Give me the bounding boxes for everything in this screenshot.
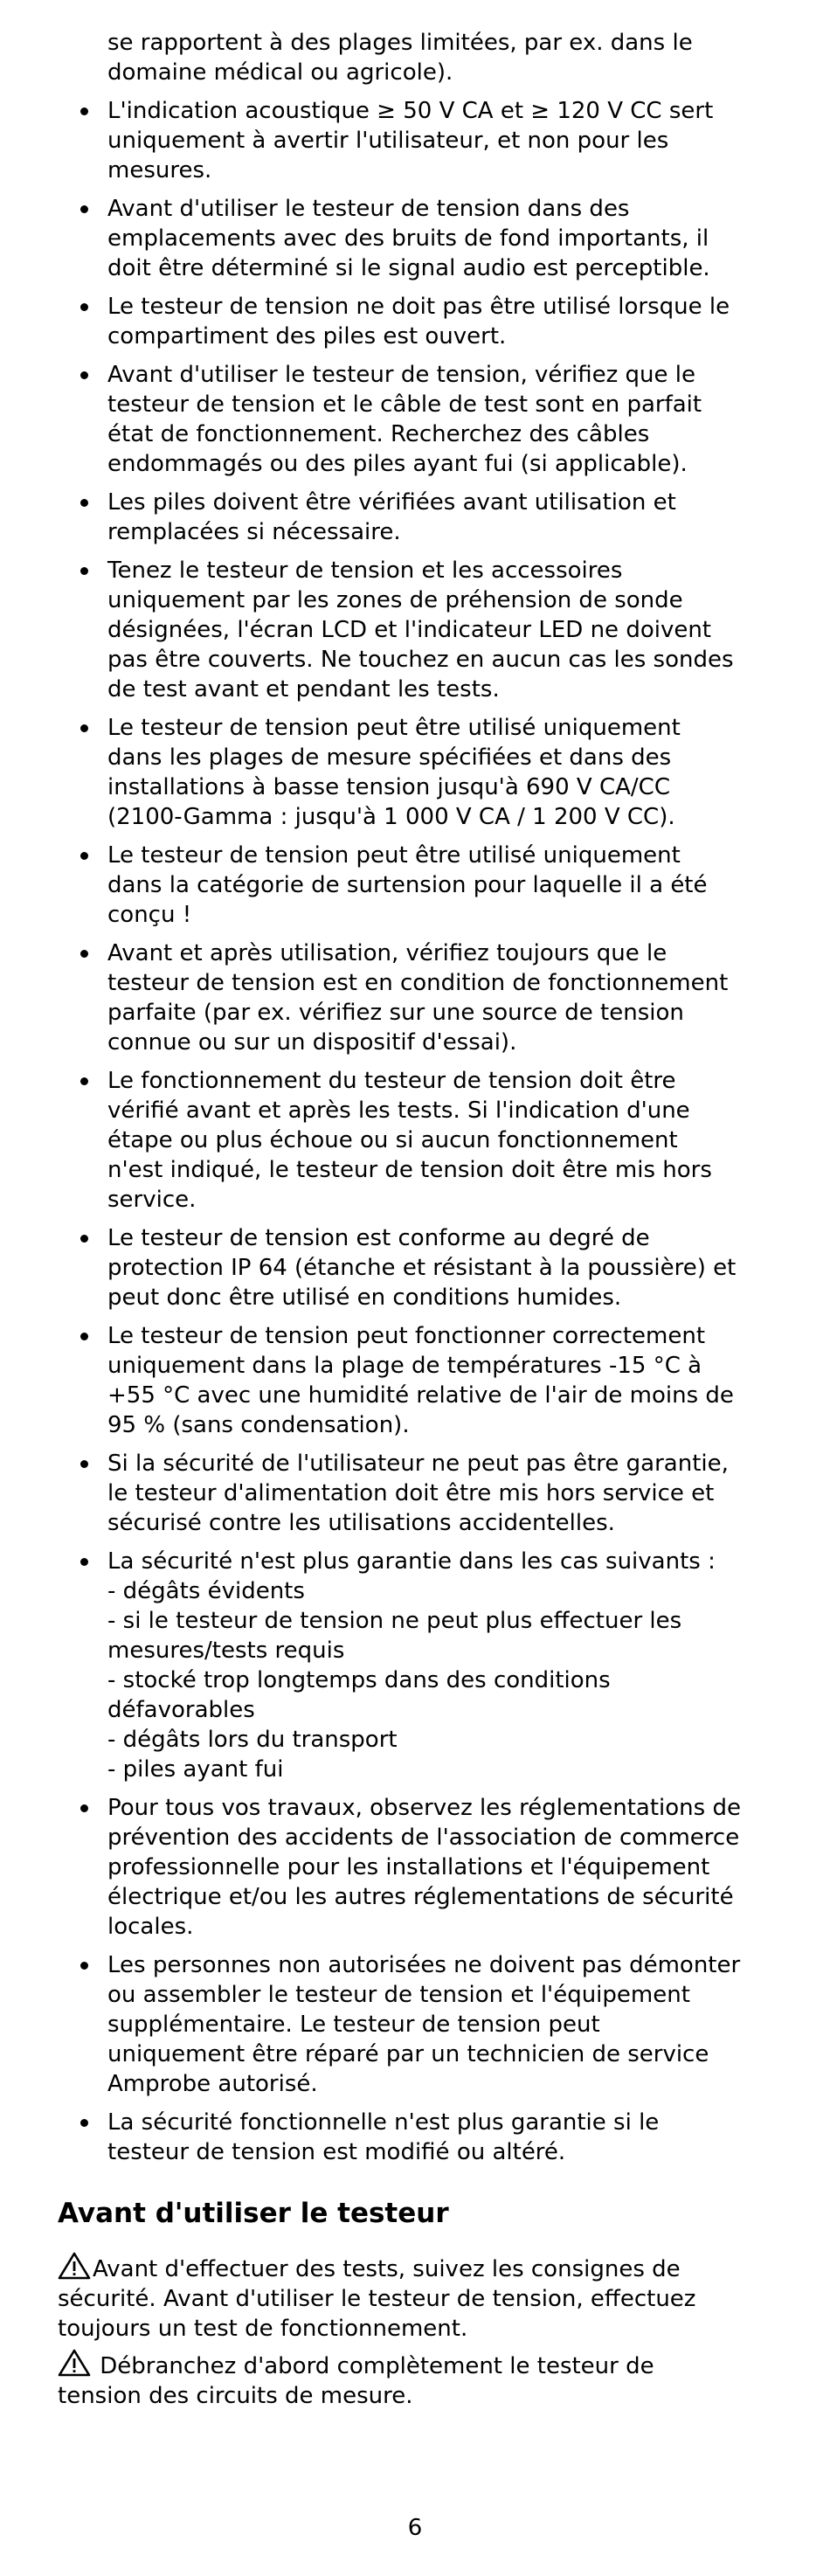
bullet-line: remplacées si nécessaire. xyxy=(107,519,401,545)
bullet-line: vérifié avant et après les tests. Si l'indication d'une xyxy=(107,1098,690,1124)
bullet-line: ou assembler le testeur de tension et l'équipement xyxy=(107,1982,690,2008)
safety-bullet-list xyxy=(0,96,830,2176)
bullet-line: pas être couverts. Ne touchez en aucun cas les sondes xyxy=(107,647,734,673)
bullet-line: Le testeur de tension peut être utilisé uniquement xyxy=(107,842,681,869)
paragraph-disconnect xyxy=(58,2349,774,2411)
safety-bullet-item xyxy=(0,96,830,185)
bullet-line: Le testeur de tension est conforme au degré de xyxy=(107,1225,650,1251)
bullet-line: Les personnes non autorisées ne doivent pas démonter xyxy=(107,1952,741,1978)
bullet-line: endommagés ou des piles ayant fui (si applicable). xyxy=(107,451,688,477)
bullet-dot-icon xyxy=(80,724,88,732)
bullet-line: Pour tous vos travaux, observez les réglementations de xyxy=(107,1795,741,1821)
bullet-dot-icon xyxy=(80,1962,88,1970)
bullet-line: professionnelle pour les installations et l'équipement xyxy=(107,1854,710,1880)
bullet-line: uniquement dans la plage de températures -15 °C à xyxy=(107,1353,702,1379)
bullet-line: désignées, l'écran LCD et l'indicateur LED ne doivent xyxy=(107,617,712,643)
bullet-line: dans les plages de mesure spécifiées et dans des xyxy=(107,744,672,771)
bullet-line: sécurisé contre les utilisations accidentelles. xyxy=(107,1510,615,1536)
safety-bullet-item xyxy=(0,488,830,547)
bullet-line: étape ou plus échoue ou si aucun fonctionnement xyxy=(107,1127,678,1153)
bullet-line: uniquement être réparé par un technicien de service xyxy=(107,2041,709,2067)
bullet-line: connue ou sur un dispositif d'essai). xyxy=(107,1029,517,1056)
bullet-line: conçu ! xyxy=(107,902,192,928)
bullet-dot-icon xyxy=(80,1235,88,1243)
safety-bullet-item xyxy=(0,1066,830,1215)
paragraph-tests xyxy=(58,2252,774,2344)
safety-bullet-item xyxy=(0,1223,830,1312)
bullet-dot-icon xyxy=(80,303,88,311)
bullet-dot-icon xyxy=(80,205,88,213)
bullet-line: - si le testeur de tension ne peut plus effectuer les xyxy=(107,1608,682,1634)
bullet-line: Le fonctionnement du testeur de tension doit être xyxy=(107,1068,676,1094)
bullet-line: 95 % (sans condensation). xyxy=(107,1412,410,1438)
bullet-line: testeur de tension et le câble de test sont en parfait xyxy=(107,391,702,418)
bullet-line: le testeur d'alimentation doit être mis hors service et xyxy=(107,1480,715,1506)
bullet-line: - piles ayant fui xyxy=(107,1756,284,1783)
paragraph-line: Avant d'effectuer des tests, suivez les consignes de xyxy=(93,2256,681,2282)
bullet-dot-icon xyxy=(80,1077,88,1085)
bullet-line: état de fonctionnement. Recherchez des câbles xyxy=(107,421,650,447)
safety-bullet-item xyxy=(0,360,830,479)
bullet-line: +55 °C avec une humidité relative de l'air de moins de xyxy=(107,1382,734,1409)
bullet-line: Les piles doivent être vérifiées avant utilisation et xyxy=(107,489,676,516)
bullet-line: mesures/tests requis xyxy=(107,1638,345,1664)
bullet-line: (2100-Gamma : jusqu'à 1 000 V CA / 1 200 V CC). xyxy=(107,804,675,830)
safety-bullet-item xyxy=(0,1547,830,1784)
safety-bullet-item xyxy=(0,1793,830,1942)
bullet-line: installations à basse tension jusqu'à 690 V CA/CC xyxy=(107,774,670,800)
bullet-line: Amprobe autorisé. xyxy=(107,2071,318,2097)
paragraph-line: Débranchez d'abord complètement le testeur de xyxy=(93,2353,654,2379)
safety-bullet-item xyxy=(0,1449,830,1538)
bullet-line: prévention des accidents de l'association de commerce xyxy=(107,1825,740,1851)
safety-bullet-item xyxy=(0,1950,830,2099)
bullet-line: - dégâts évidents xyxy=(107,1578,305,1604)
section-heading: Avant d'utiliser le testeur xyxy=(58,2198,449,2229)
bullet-line: Le testeur de tension ne doit pas être utilisé lorsque le xyxy=(107,294,730,320)
bullet-line: Avant et après utilisation, vérifiez toujours que le xyxy=(107,940,667,966)
safety-bullet-item xyxy=(0,1321,830,1440)
bullet-line: La sécurité fonctionnelle n'est plus garantie si le xyxy=(107,2109,660,2136)
intro-line: se rapportent à des plages limitées, par ex. dans le xyxy=(107,30,693,56)
safety-bullet-item xyxy=(0,2108,830,2167)
bullet-line: testeur de tension est modifié ou altéré. xyxy=(107,2139,566,2165)
bullet-line: protection IP 64 (étanche et résistant à la poussière) et xyxy=(107,1255,737,1281)
bullet-dot-icon xyxy=(80,499,88,507)
page-number: 6 xyxy=(407,2515,423,2541)
safety-bullet-item xyxy=(0,194,830,283)
bullet-dot-icon xyxy=(80,2119,88,2127)
bullet-line: n'est indiqué, le testeur de tension doit être mis hors xyxy=(107,1157,712,1183)
bullet-line: compartiment des piles est ouvert. xyxy=(107,323,507,350)
bullet-dot-icon xyxy=(80,107,88,115)
bullet-line: défavorables xyxy=(107,1697,255,1723)
bullet-line: de test avant et pendant les tests. xyxy=(107,676,500,703)
bullet-dot-icon xyxy=(80,1333,88,1340)
bullet-line: peut donc être utilisé en conditions humides. xyxy=(107,1285,622,1311)
bullet-line: - dégâts lors du transport xyxy=(107,1727,398,1753)
bullet-line: dans la catégorie de surtension pour laquelle il a été xyxy=(107,872,708,898)
bullet-line: mesures. xyxy=(107,157,212,184)
bullet-line: électrique et/ou les autres réglementations de sécurité xyxy=(107,1884,734,1910)
safety-bullet-item xyxy=(0,292,830,351)
paragraph-line: sécurité. Avant d'utiliser le testeur de tension, effectuez xyxy=(58,2286,696,2312)
safety-bullet-item xyxy=(0,713,830,832)
bullet-line: uniquement par les zones de préhension de sonde xyxy=(107,587,683,613)
bullet-line: Avant d'utiliser le testeur de tension dans des xyxy=(107,196,630,222)
bullet-line: Le testeur de tension peut être utilisé uniquement xyxy=(107,715,681,741)
bullet-line: locales. xyxy=(107,1914,194,1940)
bullet-line: parfaite (par ex. vérifiez sur une source de tension xyxy=(107,1000,684,1026)
bullet-dot-icon xyxy=(80,950,88,958)
bullet-dot-icon xyxy=(80,567,88,575)
bullet-line: uniquement à avertir l'utilisateur, et non pour les xyxy=(107,128,669,154)
intro-line: domaine médical ou agricole). xyxy=(107,59,453,86)
bullet-line: emplacements avec des bruits de fond importants, il xyxy=(107,225,709,252)
paragraph-line: toujours un test de fonctionnement. xyxy=(58,2316,468,2342)
bullet-line: Tenez le testeur de tension et les accessoires xyxy=(107,557,623,584)
bullet-dot-icon xyxy=(80,371,88,379)
warning-triangle-icon xyxy=(58,2252,91,2280)
bullet-line: Avant d'utiliser le testeur de tension, vérifiez que le xyxy=(107,362,696,388)
bullet-dot-icon xyxy=(80,1460,88,1468)
bullet-dot-icon xyxy=(80,1804,88,1812)
safety-bullet-item xyxy=(0,841,830,930)
bullet-dot-icon xyxy=(80,1558,88,1566)
bullet-line: La sécurité n'est plus garantie dans les cas suivants : xyxy=(107,1548,716,1575)
intro-continuation xyxy=(107,28,771,87)
bullet-line: service. xyxy=(107,1187,197,1213)
paragraph-line: tension des circuits de mesure. xyxy=(58,2383,413,2409)
bullet-line: Si la sécurité de l'utilisateur ne peut pas être garantie, xyxy=(107,1451,729,1477)
bullet-line: doit être déterminé si le signal audio est perceptible. xyxy=(107,255,710,281)
safety-bullet-item xyxy=(0,938,830,1057)
bullet-line: supplémentaire. Le testeur de tension peut xyxy=(107,2012,600,2038)
bullet-dot-icon xyxy=(80,852,88,860)
bullet-line: - stocké trop longtemps dans des conditions xyxy=(107,1667,611,1693)
bullet-line: testeur de tension est en condition de fonctionnement xyxy=(107,970,729,996)
bullet-line: L'indication acoustique ≥ 50 V CA et ≥ 120 V CC sert xyxy=(107,98,714,124)
safety-bullet-item xyxy=(0,556,830,704)
warning-triangle-icon xyxy=(58,2349,91,2377)
bullet-line: Le testeur de tension peut fonctionner correctement xyxy=(107,1323,706,1349)
